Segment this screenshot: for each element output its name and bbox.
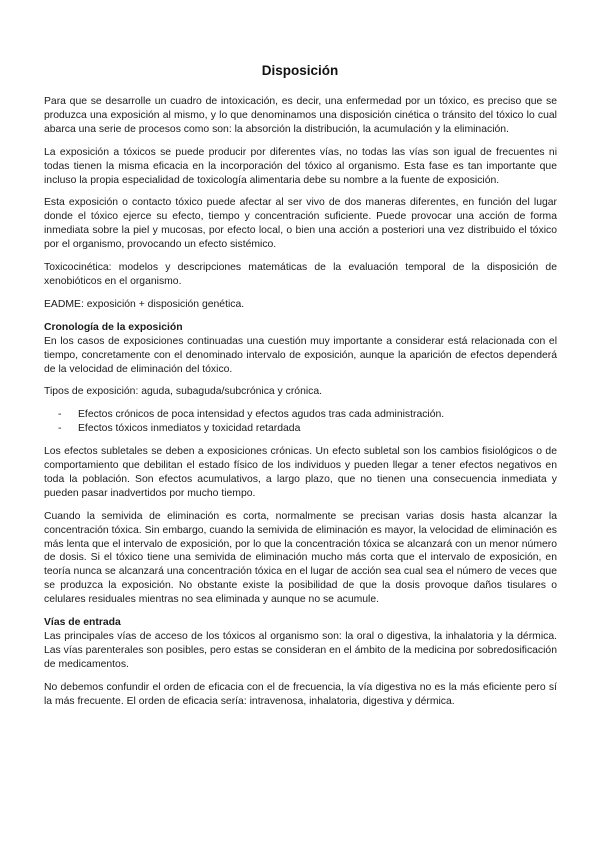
exposure-effects-list [44, 408, 557, 436]
paragraph-exposure-types: Tipos de exposición: aguda, subaguda/subcrónica y crónica. [44, 386, 323, 398]
document-body [44, 95, 557, 718]
heading-entry-routes: Vías de entrada [44, 617, 121, 629]
paragraph-sublethal-effects: Los efectos subletales se deben a exposiciones crónicas. Un efecto subletal son los cambios fisiológicos o de comportamiento que debilitan el estado físico de los individuos y pueden llegar a tener efectos negativos en toda la población. Son efectos acumulativos, a largo plazo, que no tienen una consecuencia inmediata y pueden pasar inadvertidos por mucho tiempo. [44, 446, 557, 499]
paragraph-half-life: Cuando la semivida de eliminación es corta, normalmente se precisan varias dosis hasta alcanzar la concentración tóxica. Sin embargo, cuando la semivida de eliminación es mayor, la velocidad de eliminación es más lenta que el intervalo de exposición, por lo que la concentración tóxica se alcanzará con un menor número de dosis. Si el tóxico tiene una semivida de eliminación mucho más corta que el intervalo de exposición, en teoría nunca se alcanzará una concentración tóxica en el lugar de acción sea cual sea el número de veces que se produzca la exposición. No obstante existe la posibilidad de que la dosis provoque daños tisulares o celulares residuales mientras no sea eliminada y aunque no se acumule. [44, 510, 557, 606]
paragraph-efficacy-order: No debemos confundir el orden de eficacia con el de frecuencia, la vía digestiva no es la más eficiente pero sí la más frecuente. El orden de eficacia sería: intravenosa, inhalatoria, digestiva y dérmica. [44, 681, 557, 707]
page-title: Disposición [261, 63, 339, 78]
paragraph-eadme: EADME: exposición + disposición genética. [44, 298, 245, 310]
paragraph-toxicokinetics: Toxicocinética: modelos y descripciones matemáticas de la evaluación temporal de la disposición de xenobióticos en el organismo. [44, 262, 557, 287]
paragraph-main-routes: Las principales vías de acceso de los tóxicos al organismo son: la oral o digestiva, la inhalatoria y la dérmica. Las vías parenterales son posibles, pero estas se consideran en el ámbito de la medicina por sobredosificación de medicamentos. [44, 631, 557, 670]
paragraph-intoxication: Para que se desarrolle un cuadro de intoxicación, es decir, una enfermedad por un tóxico, es preciso que se produzca una exposición al mismo, y lo que denominamos una disposición cinética o tránsito del tóxico lo cual abarca una serie de procesos como son: la absorción la distribución, la acumulación y la eliminación. [44, 96, 557, 135]
heading-exposure-chronology: Cronología de la exposición [44, 321, 183, 333]
list-item: - Efectos crónicos de poca intensidad y efectos agudos tras cada administración. [44, 408, 557, 422]
list-item: - Efectos tóxicos inmediatos y toxicidad retardada [44, 422, 557, 436]
paragraph-exposure-routes: La exposición a tóxicos se puede producir por diferentes vías, no todas las vías son igual de frecuentes ni todas tienen la misma eficacia en la incorporación del tóxico al organismo. Esta fase es tan importante que incluso la propia especialidad de toxicología alimentaria debe su nombre a la fuente de exposición. [44, 146, 557, 186]
paragraph-chronology-intro: En los casos de exposiciones continuadas una cuestión muy importante a considerar está relacionada con el tiempo, concretamente con el denominado intervalo de exposición, aunque la aparición de efectos dependerá de la velocidad de eliminación del tóxico. [44, 335, 557, 375]
paragraph-exposure-effects: Esta exposición o contacto tóxico puede afectar al ser vivo de dos maneras diferentes, en función del lugar donde el tóxico ejerce su efecto, tiempo y concentración suficiente. Puede provocar una acción de forma inmediata sobre la piel y mucosas, por efecto local, o bien una acción a posteriori una vez distribuido el tóxico por el organismo, provocando un efecto sistémico. [44, 197, 557, 251]
